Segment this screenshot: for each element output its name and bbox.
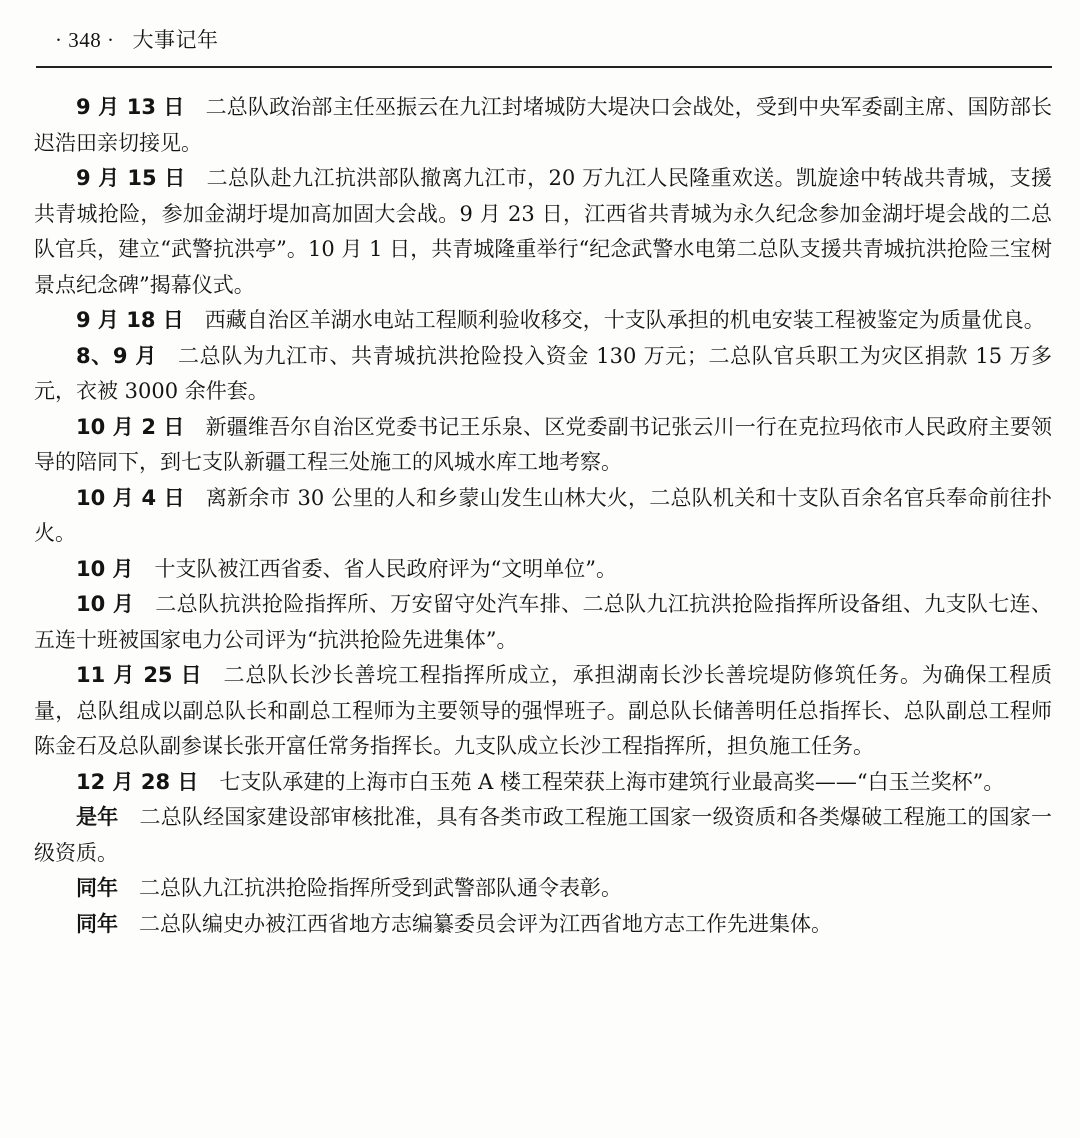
chronicle-entry — [34, 800, 1052, 871]
entry-text: 二总队经国家建设部审核批准，具有各类市政工程施工国家一级资质和各类爆破工程施工的国家一级资质。 — [34, 805, 1053, 865]
entry-text: 二总队赴九江抗洪部队撤离九江市，20 万九江人民隆重欢送。凯旋途中转战共青城，支援共青城抢险，参加金湖圩堤加高加固大会战。9 月 23 日，江西省共青城为永久纪念参加金湖圩堤会战的二总队官兵，建立“武警抗洪亭”。10 月 1 日，共青城隆重举行“纪念武警水电第二总队支援共青城抗洪抢险三宝树景点纪念碑”揭幕仪式。 — [34, 166, 1052, 297]
entry-text: 二总队政治部主任巫振云在九江封堵城防大堤决口会战处，受到中央军委副主席、国防部长迟浩田亲切接见。 — [34, 95, 1052, 155]
chronicle-entry — [34, 658, 1052, 765]
chronicle-entry — [34, 907, 1052, 943]
entry-date: 10 月 — [76, 556, 134, 581]
entry-date: 同年 — [76, 876, 118, 900]
chronicle-entry — [34, 161, 1052, 303]
header-rule — [36, 66, 1052, 68]
entry-text: 二总队抗洪抢险指挥所、万安留守处汽车排、二总队九江抗洪抢险指挥所设备组、九支队七连、五连十班被国家电力公司评为“抗洪抢险先进集体”。 — [34, 592, 1052, 652]
chronicle-entry — [34, 871, 1052, 907]
entry-date: 9 月 13 日 — [76, 95, 185, 119]
chronicle-entries — [34, 90, 1052, 942]
entry-date: 9 月 15 日 — [76, 166, 186, 190]
entry-text: 二总队为九江市、共青城抗洪抢险投入资金 130 万元；二总队官兵职工为灾区捐款 15 万多元，衣被 3000 余件套。 — [34, 343, 1052, 403]
entry-text: 新疆维吾尔自治区党委书记王乐泉、区党委副书记张云川一行在克拉玛依市人民政府主要领导的陪同下，到七支队新疆工程三处施工的风城水库工地考察。 — [34, 414, 1052, 474]
page-number: · 348 · — [55, 28, 115, 52]
entry-date: 10 月 2 日 — [76, 414, 185, 439]
entry-date: 12 月 28 日 — [76, 769, 199, 794]
entry-date: 8、9 月 — [76, 343, 158, 368]
chronicle-entry — [34, 552, 1052, 588]
chronicle-entry — [34, 339, 1052, 410]
running-title: 大事记年 — [132, 28, 219, 52]
entry-text: 西藏自治区羊湖水电站工程顺利验收移交，十支队承担的机电安装工程被鉴定为质量优良。 — [204, 308, 1045, 332]
entry-date: 10 月 4 日 — [76, 485, 185, 510]
entry-text: 七支队承建的上海市白玉苑 A 楼工程荣获上海市建筑行业最高奖——“白玉兰奖杯”。 — [219, 769, 1005, 794]
entry-text: 二总队长沙长善垸工程指挥所成立，承担湖南长沙长善垸堤防修筑任务。为确保工程质量，总队组成以副总队长和副总工程师为主要领导的强悍班子。副总队长储善明任总指挥长、总队副总工程师陈金石及总队副参谋长张开富任常务指挥长。九支队成立长沙工程指挥所，担负施工任务。 — [34, 663, 1053, 758]
entry-date: 11 月 25 日 — [76, 663, 203, 687]
entry-text: 十支队被江西省委、省人民政府评为“文明单位”。 — [154, 556, 618, 581]
chronicle-entry — [34, 410, 1052, 481]
chronicle-entry — [34, 90, 1052, 161]
entry-date: 9 月 18 日 — [76, 308, 184, 332]
page-header — [55, 24, 219, 60]
chronicle-entry — [34, 303, 1052, 339]
chronicle-entry — [34, 765, 1052, 801]
entry-text: 离新余市 30 公里的人和乡蒙山发生山林大火，二总队机关和十支队百余名官兵奉命前往扑火。 — [34, 485, 1052, 545]
chronicle-entry — [34, 587, 1052, 658]
entry-text: 二总队九江抗洪抢险指挥所受到武警部队通令表彰。 — [139, 876, 622, 900]
entry-date: 是年 — [76, 805, 119, 829]
entry-date: 同年 — [76, 911, 118, 936]
chronicle-entry — [34, 481, 1052, 552]
entry-date: 10 月 — [76, 592, 135, 616]
entry-text: 二总队编史办被江西省地方志编纂委员会评为江西省地方志工作先进集体。 — [139, 911, 832, 936]
